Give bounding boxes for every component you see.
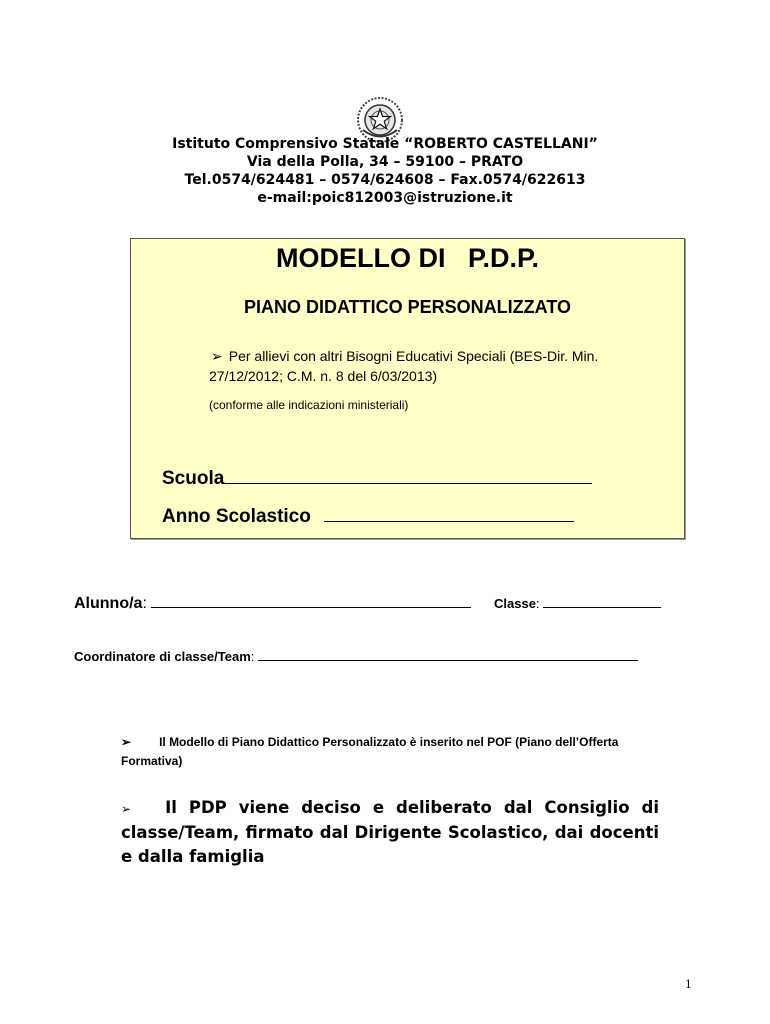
- anno-scolastico-field: [162, 503, 574, 528]
- bes-bullet: [209, 346, 659, 386]
- document-title: MODELLO DI P.D.P.: [275, 243, 540, 273]
- anno-scolastico-blank-line[interactable]: [324, 503, 574, 522]
- pdp-approval-note: [121, 796, 659, 869]
- scuola-field: [162, 465, 592, 490]
- pof-note-text: Il Modello di Piano Didattico Personalizzato è inserito nel POF (Piano dell’Offerta Formativa): [121, 735, 619, 768]
- school-email: e-mail:poic812003@istruzione.it: [257, 190, 513, 206]
- ministerial-note: (conforme alle indicazioni ministeriali): [209, 398, 409, 412]
- alunno-label: Alunno/a: [74, 595, 143, 612]
- anno-scolastico-label: Anno Scolastico: [162, 506, 311, 527]
- school-name: Istituto Comprensivo Statale “ROBERTO CASTELLANI”: [172, 136, 598, 152]
- coordinatore-blank-line[interactable]: [258, 649, 638, 661]
- school-address: Via della Polla, 34 – 59100 – PRATO: [246, 154, 524, 170]
- school-phone: Tel.0574/624481 – 0574/624608 – Fax.0574/622613: [184, 172, 586, 188]
- arrow-bullet-icon: ➢: [211, 348, 223, 364]
- classe-field: [494, 596, 661, 611]
- scuola-blank-line[interactable]: [224, 465, 592, 484]
- arrow-bullet-icon: ➢: [121, 802, 132, 816]
- alunno-colon: :: [142, 595, 147, 612]
- bes-bullet-text: Per allievi con altri Bisogni Educativi Speciali (BES-Dir. Min. 27/12/2012; C.M. n. 8 del 6/03/2013): [209, 348, 599, 384]
- coordinatore-field: [74, 649, 638, 664]
- scuola-label: Scuola: [162, 468, 225, 489]
- coordinatore-colon: :: [250, 649, 255, 664]
- document-subtitle: PIANO DIDATTICO PERSONALIZZATO: [244, 297, 571, 317]
- pdp-approval-text: Il PDP viene deciso e deliberato dal Consiglio di classe/Team, firmato dal Dirigente Scolastico, dai docenti e dalla famiglia: [121, 798, 659, 866]
- alunno-blank-line[interactable]: [151, 593, 471, 608]
- pof-note: [121, 733, 651, 771]
- alunno-field: [74, 593, 471, 613]
- classe-colon: :: [535, 596, 540, 611]
- coordinatore-label: Coordinatore di classe/Team: [74, 649, 251, 664]
- classe-label: Classe: [494, 596, 536, 611]
- arrow-bullet-icon: ➢: [121, 735, 132, 749]
- title-box: [130, 238, 685, 539]
- page-number: 1: [685, 976, 692, 991]
- classe-blank-line[interactable]: [543, 596, 661, 608]
- school-header: [100, 135, 670, 207]
